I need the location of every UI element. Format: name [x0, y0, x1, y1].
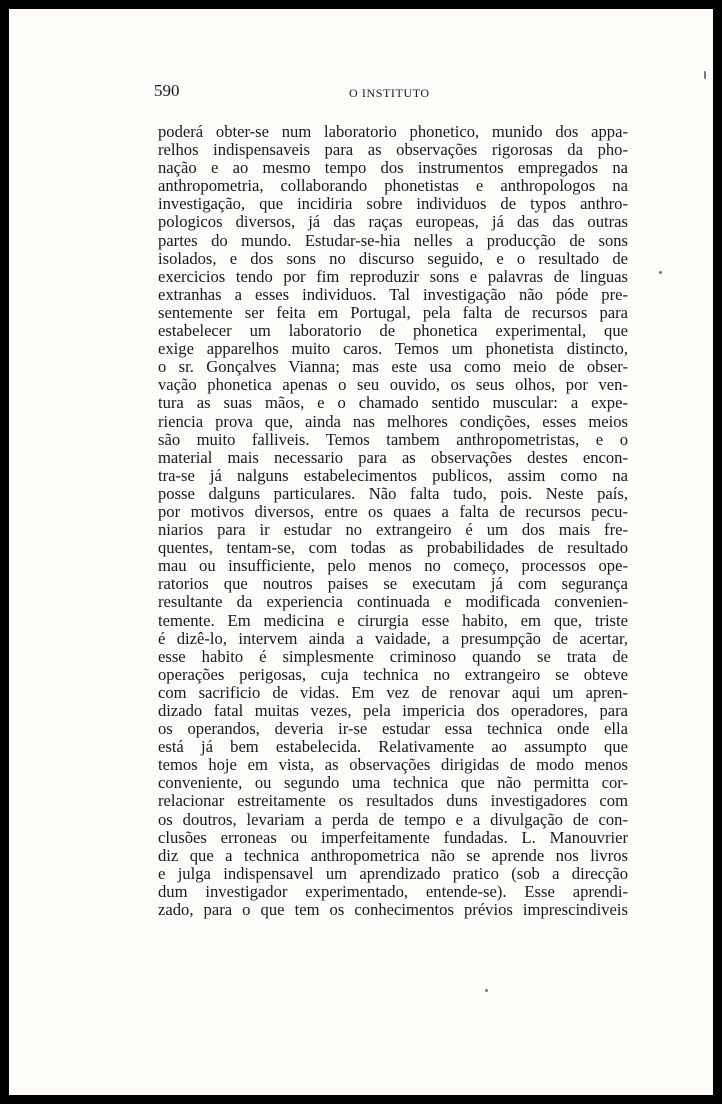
text-line: isolados, e dos sons no discurso seguido, e o resultado de	[158, 248, 628, 268]
text-line: quentes, tentam-se, com todas as probabilidades de resultado	[158, 538, 628, 558]
running-title: O INSTITUTO	[349, 86, 430, 100]
text-line: os doutros, levariam a perda de tempo e a divulgação de con-	[158, 809, 628, 829]
text-line: os operandos, deveria ir-se estudar essa technica onde ella	[158, 719, 628, 739]
text-line: clusões erroneas ou imperfeitamente fundadas. L. Manouvrier	[158, 827, 628, 847]
paper-speck	[485, 989, 488, 992]
text-line: e julga indispensavel um aprendizado pratico (sob a direcção	[158, 863, 628, 883]
text-line: dum investigador experimentado, entende-se). Esse aprendi-	[158, 881, 628, 901]
text-line: estabelecer um laboratorio de phonetica experimental, que	[158, 321, 628, 341]
text-line: relacionar estreitamente os resultados duns investigadores com	[158, 791, 628, 811]
text-line: temente. Em medicina e cirurgia esse habito, em que, triste	[158, 610, 628, 630]
page-header	[154, 81, 633, 105]
text-line: mau ou insufficiente, pelo menos no começo, processos ope-	[158, 556, 628, 576]
text-line: niarios para ir estudar no extrangeiro é um dos mais fre-	[158, 520, 628, 540]
text-line: tura as suas mãos, e o chamado sentido muscular: a expe-	[158, 393, 628, 413]
text-line: resultante da experiencia continuada e modificada convenien-	[158, 592, 628, 612]
text-line: diz que a technica anthropometrica não se aprende nos livros	[158, 845, 628, 865]
text-line: temos hoje em vista, as observações dirigidas de modo menos	[158, 755, 628, 775]
text-line: zado, para o que tem os conhecimentos prévios imprescindiveis	[158, 900, 628, 920]
text-line: por motivos diversos, entre os quaes a falta de recursos pecu-	[158, 501, 628, 521]
text-line: ratorios que noutros paises se executam já com segurança	[158, 574, 628, 594]
text-line: riencia prova que, ainda nas melhores condições, esses meios	[158, 411, 628, 431]
text-line: dizado fatal muitas vezes, pela impericia dos operadores, para	[158, 701, 628, 720]
text-line: o sr. Gonçalves Vianna; mas este usa como meio de obser-	[158, 357, 628, 377]
text-line: conveniente, ou segundo uma technica que não permitta cor-	[158, 773, 628, 793]
text-line: poderá obter-se num laboratorio phonetico, munido dos appa-	[158, 122, 628, 141]
body-text	[158, 123, 628, 919]
text-line: anthropometria, collaborando phonetistas e anthropologos na	[158, 176, 628, 196]
text-line: esse habito é simplesmente criminoso quando se trata de	[158, 646, 628, 666]
text-line: extranhas a esses individuos. Tal investigação não póde pre-	[158, 284, 628, 304]
text-line: exige apparelhos muito caros. Temos um phonetista distincto,	[158, 339, 628, 359]
text-line: material mais necessario para as observações destes encon-	[158, 447, 628, 467]
paper-speck	[659, 271, 662, 274]
text-line: vação phonetica apenas o seu ouvido, os seus olhos, por ven-	[158, 375, 628, 395]
text-line: partes do mundo. Estudar-se-hia nelles a producção de sons	[158, 230, 628, 250]
text-line: posse dalguns particulares. Não falta tudo, pois. Neste país,	[158, 483, 628, 503]
text-line: nação e ao mesmo tempo dos instrumentos empregados na	[158, 158, 628, 178]
text-line: pologicos diversos, já das raças europeas, já das das outras	[158, 212, 628, 232]
text-line: são muito falliveis. Temos tambem anthropometristas, e o	[158, 429, 628, 449]
text-line: sentemente ser feita em Portugal, pela falta de recursos para	[158, 302, 628, 322]
text-line: é dizê-lo, intervem ainda a vaidade, a presumpção de acertar,	[158, 628, 628, 648]
text-line: investigação, que incidiria sobre individuos de typos anthro-	[158, 194, 628, 214]
text-line: com sacrificio de vidas. Em vez de renovar aqui um apren-	[158, 682, 628, 702]
text-line: exercicios tendo por fim reproduzir sons e palavras de linguas	[158, 266, 628, 286]
text-line: relhos indispensaveis para as observações rigorosas da pho-	[158, 140, 628, 160]
text-line: está já bem estabelecida. Relativamente ao assumpto que	[158, 737, 628, 757]
text-line: tra-se já nalguns estabelecimentos publicos, assim como na	[158, 465, 628, 485]
page-number: 590	[154, 81, 180, 100]
paper-speck	[704, 71, 706, 79]
text-line: operações perigosas, cuja technica no extrangeiro se obteve	[158, 664, 628, 684]
book-page	[9, 9, 713, 1095]
